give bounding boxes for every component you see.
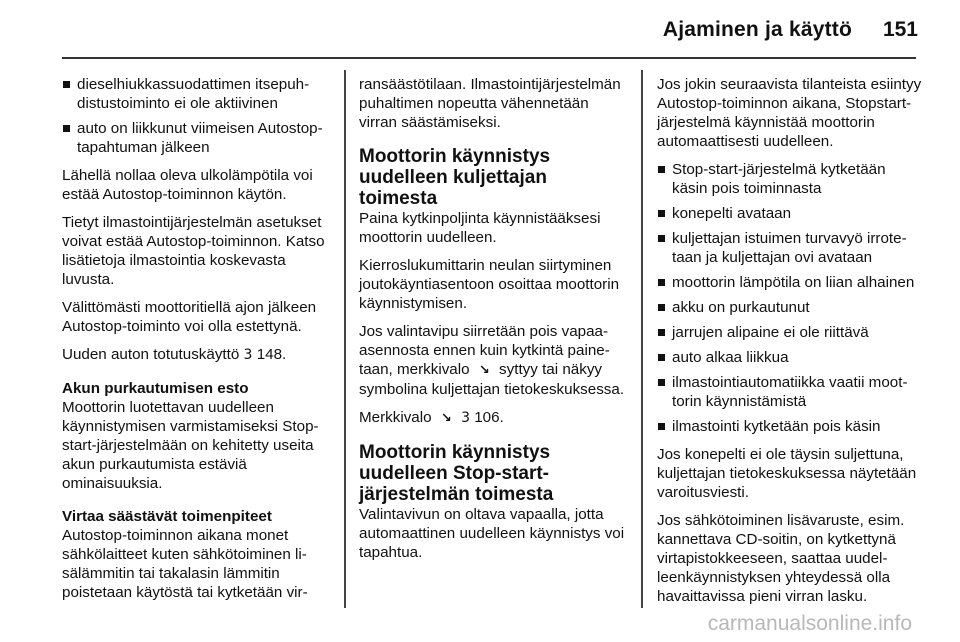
- paragraph: Kierroslukumittarin neulan siirtyminen joutokäyntiasentoon osoittaa moottorin käynnistymisen.: [359, 257, 620, 312]
- paragraph: Jos sähkötoiminen lisävaruste, esim. kannettava CD-soitin, on kytkettynä virtapistokkeeseen, saattaa uudelleenkäynnistyksen yhteydessä olla havaittavissa pieni virran lasku.: [657, 512, 905, 605]
- column-divider-left: [344, 70, 346, 608]
- paragraph: Paina kytkinpoljinta käynnistääksesi moottorin uudelleen.: [359, 210, 601, 246]
- inhibit-conditions-list: [62, 75, 330, 157]
- paragraph-text: Merkkivalo: [359, 409, 432, 426]
- paragraph-text: Uuden auton totutuskäyttö: [62, 346, 240, 363]
- watermark: carmanualsonline.info: [707, 612, 912, 635]
- paragraph: Jos jokin seuraavista tilanteista esiintyy Autostop-toiminnon aikana, Stopstart-järjestelmä käynnistää moottorin automaattisesti uudelleen.: [657, 76, 922, 150]
- paragraph: Jos konepelti ei ole täysin suljettuna, kuljettajan tietokeskuksessa näytetään varoitusviesti.: [657, 446, 917, 501]
- header-rule: [62, 57, 916, 59]
- page-header: [0, 0, 960, 60]
- section-heading-battery: Akun purkautumisen esto: [62, 380, 249, 397]
- page-reference-icon: 3: [243, 347, 253, 363]
- column-2: [359, 75, 627, 571]
- column-3: [657, 75, 923, 615]
- list-item: akku on purkautunut: [657, 298, 923, 317]
- list-item: ilmastointi kytketään pois käsin: [657, 417, 923, 436]
- paragraph: ransäästötilaan. Ilmastointijärjestelmän puhaltimen nopeutta vähennetään virran säästämiseksi.: [359, 76, 621, 131]
- paragraph: [359, 408, 627, 428]
- column-divider-right: [641, 70, 643, 608]
- paragraph: Valintavivun on oltava vapaalla, jotta automaattinen uudelleen käynnistys voi tapahtua.: [359, 506, 625, 561]
- list-item: dieselhiukkassuodattimen itsepuhdistustoiminto ei ole aktiivinen: [62, 75, 330, 113]
- paragraph: Moottorin luotettavan uudelleen käynnistymisen varmistamiseksi Stop-start-järjestelmään on kehitetty useita akun purkautumista estäviä ominaisuuksia.: [62, 399, 319, 492]
- list-item: moottorin lämpötila on liian alhainen: [657, 273, 923, 292]
- page-reference-icon: 3: [461, 410, 470, 426]
- paragraph-text: Jos valintavipu siirretään pois vapaaasennosta ennen kuin kytkintä painetaan, merkkivalo: [359, 323, 610, 378]
- list-item: auto on liikkunut viimeisen Autostop-tapahtuman jälkeen: [62, 119, 330, 157]
- chapter-title: Ajaminen ja käyttö: [662, 18, 852, 41]
- page-reference-link[interactable]: 106.: [474, 409, 504, 426]
- autostop-lamp-icon: ↘: [440, 411, 452, 426]
- list-item: kuljettajan istuimen turvavyö irrotetaan ja kuljettajan ovi avataan: [657, 229, 923, 267]
- section-heading-driver-restart: Moottorin käynnistys uudelleen kuljettajan toimesta: [359, 146, 551, 209]
- paragraph: Lähellä nollaa oleva ulkolämpötila voi estää Autostop-toiminnon käytön.: [62, 167, 313, 203]
- paragraph: Autostop-toiminnon aikana monet sähkölaitteet kuten sähkötoiminen lisälämmitin tai takalasin lämmitin poistetaan käytöstä tai kytketään vir-: [62, 527, 308, 601]
- column-1: [62, 75, 330, 611]
- paragraph: Tietyt ilmastointijärjestelmän asetukset voivat estää Autostop-toiminnon. Katso lisätietoja ilmastointia koskevasta luvusta.: [62, 214, 325, 288]
- autostop-lamp-icon: ↘: [478, 363, 490, 378]
- paragraph: [62, 345, 330, 365]
- list-item: konepelti avataan: [657, 204, 923, 223]
- section-heading-system-restart: Moottorin käynnistys uudelleen Stop-start-järjestelmän toimesta: [359, 442, 554, 505]
- paragraph: Välittömästi moottoritiellä ajon jälkeen Autostop-toiminto voi olla estettynä.: [62, 299, 317, 335]
- list-item: ilmastointiautomatiikka vaatii moottorin käynnistämistä: [657, 373, 923, 411]
- list-item: jarrujen alipaine ei ole riittävä: [657, 323, 923, 342]
- paragraph: [359, 322, 627, 399]
- list-item: Stop-start-järjestelmä kytketään käsin pois toiminnasta: [657, 160, 923, 198]
- page-reference-link[interactable]: 148.: [256, 346, 287, 363]
- page-number: 151: [882, 18, 918, 41]
- paragraph-text: syttyy tai näkyy symbolina kuljettajan tietokeskuksessa.: [359, 361, 625, 398]
- list-item: auto alkaa liikkua: [657, 348, 923, 367]
- section-heading-power-saving: Virtaa säästävät toimenpiteet: [62, 508, 272, 525]
- restart-conditions-list: [657, 160, 923, 436]
